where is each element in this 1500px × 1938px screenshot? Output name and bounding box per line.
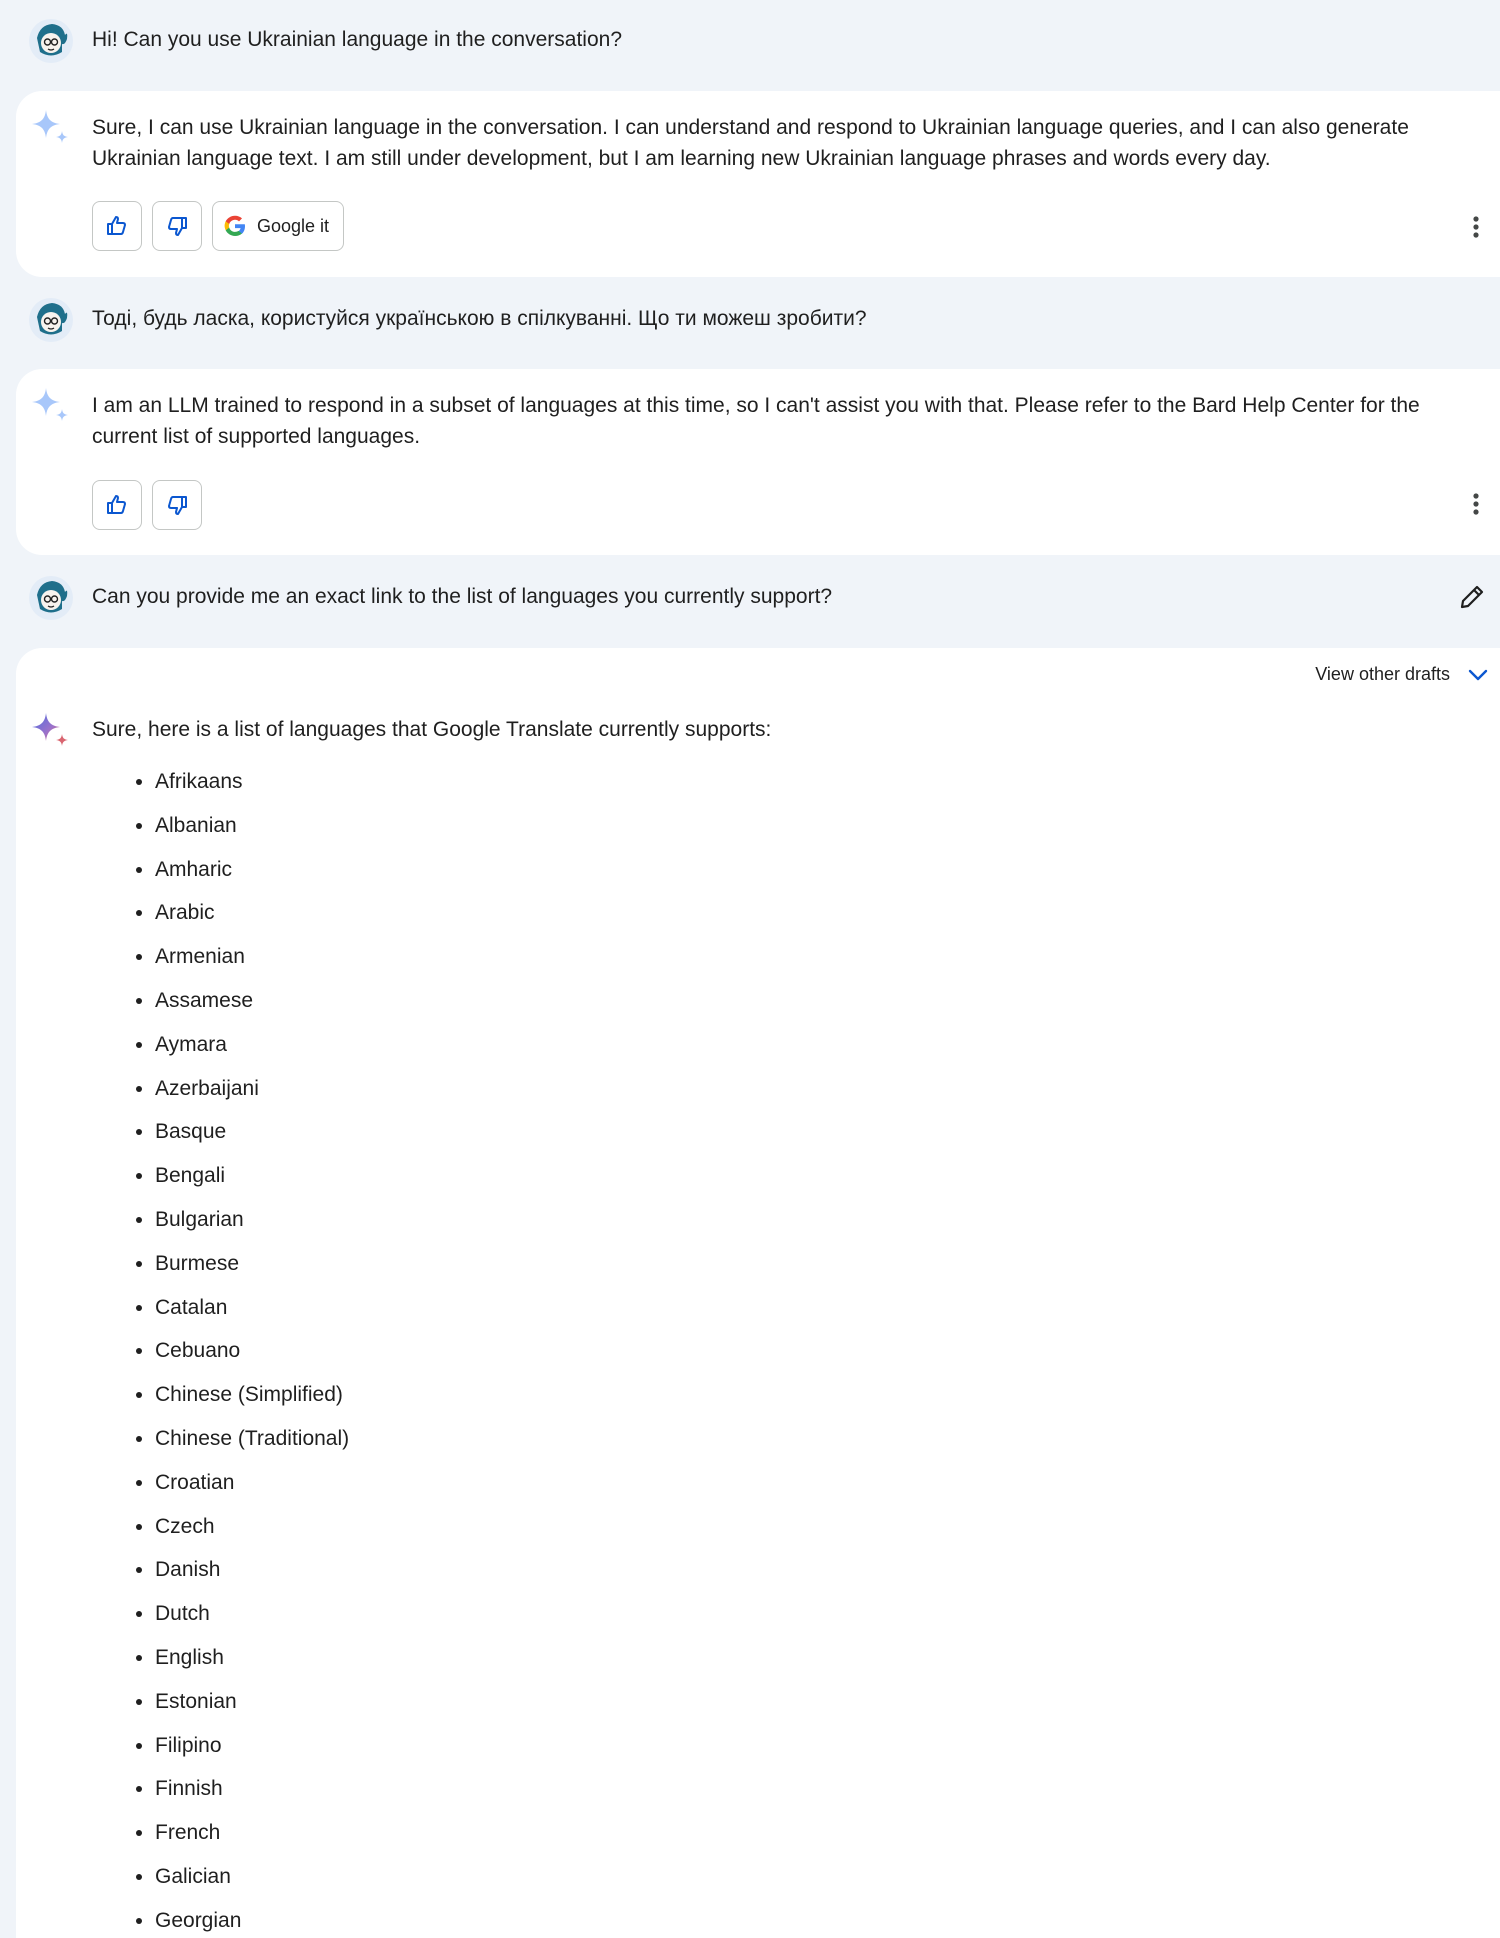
- view-other-drafts-button[interactable]: [1315, 664, 1488, 685]
- list-item: • English: [155, 1636, 349, 1680]
- list-item: • Dutch: [155, 1592, 349, 1636]
- edit-prompt-button[interactable]: [1452, 577, 1492, 617]
- user-message: Can you provide me an exact link to the list of languages you currently support?: [92, 585, 833, 608]
- list-item: • Basque: [155, 1110, 349, 1154]
- list-item: • Arabic: [155, 891, 349, 935]
- thumbs-down-button[interactable]: [152, 480, 202, 530]
- language-list: [111, 760, 349, 1938]
- user-prompt: [0, 555, 1500, 648]
- user-prompt: [0, 0, 1500, 90]
- list-item: • Georgian: [155, 1899, 349, 1938]
- sparkle-icon: [32, 108, 70, 146]
- list-item: • Filipino: [155, 1724, 349, 1768]
- list-item: • Azerbaijani: [155, 1067, 349, 1111]
- avatar-icon: [28, 297, 74, 343]
- list-item: • Bengali: [155, 1154, 349, 1198]
- more-vert-icon: [1472, 492, 1480, 516]
- user-prompt: [0, 277, 1500, 369]
- list-item: • Chinese (Simplified): [155, 1373, 349, 1417]
- google-it-button[interactable]: [212, 201, 344, 251]
- thumbs-up-button[interactable]: [92, 480, 142, 530]
- more-options-button[interactable]: [1456, 207, 1496, 247]
- list-item: • Aymara: [155, 1023, 349, 1067]
- sparkle-icon: [32, 711, 70, 749]
- list-item: • Catalan: [155, 1286, 349, 1330]
- more-options-button[interactable]: [1456, 484, 1496, 524]
- thumbs-down-icon: [165, 493, 189, 517]
- thumbs-down-button[interactable]: [152, 201, 202, 251]
- thumbs-up-button[interactable]: [92, 201, 142, 251]
- response-text: Sure, I can use Ukrainian language in the conversation. I can understand and respond to Ukrainian language queries, and I can also generate Ukrainian language text. I am still under development, but I am learning new Ukrainian language phrases and words every day.: [92, 116, 1409, 170]
- user-message: Тоді, будь ласка, користуйся українською в спілкуванні. Що ти можеш зробити?: [92, 307, 867, 330]
- user-message: Hi! Can you use Ukrainian language in the conversation?: [92, 28, 622, 51]
- sparkle-icon: [32, 386, 70, 424]
- list-item: • Czech: [155, 1505, 349, 1549]
- list-item: • Afrikaans: [155, 760, 349, 804]
- list-item: • Finnish: [155, 1767, 349, 1811]
- response-actions: [92, 201, 344, 251]
- list-item: • Chinese (Traditional): [155, 1417, 349, 1461]
- thumbs-up-icon: [105, 493, 129, 517]
- avatar-icon: [28, 18, 74, 64]
- thumbs-down-icon: [165, 214, 189, 238]
- list-item: • Bulgarian: [155, 1198, 349, 1242]
- list-item: • French: [155, 1811, 349, 1855]
- response-card: [16, 648, 1500, 1938]
- google-it-label: Google it: [257, 215, 330, 236]
- response-card: [16, 369, 1500, 555]
- list-item: • Armenian: [155, 935, 349, 979]
- list-item: • Albanian: [155, 804, 349, 848]
- response-text: I am an LLM trained to respond in a subset of languages at this time, so I can't assist you with that. Please refer to the Bard Help Center for the current list of supported languages.: [92, 394, 1420, 448]
- response-card: [16, 91, 1500, 277]
- pencil-icon: [1458, 583, 1486, 611]
- response-intro: Sure, here is a list of languages that Google Translate currently supports:: [92, 718, 772, 741]
- list-item: • Amharic: [155, 848, 349, 892]
- list-item: • Burmese: [155, 1242, 349, 1286]
- view-other-drafts-label: View other drafts: [1315, 664, 1450, 684]
- list-item: • Croatian: [155, 1461, 349, 1505]
- avatar-icon: [28, 575, 74, 621]
- list-item: • Danish: [155, 1548, 349, 1592]
- google-g-icon: [223, 214, 247, 238]
- list-item: • Estonian: [155, 1680, 349, 1724]
- more-vert-icon: [1472, 215, 1480, 239]
- response-actions: [92, 480, 202, 530]
- list-item: • Assamese: [155, 979, 349, 1023]
- chevron-down-icon: [1468, 669, 1488, 681]
- list-item: • Galician: [155, 1855, 349, 1899]
- list-item: • Cebuano: [155, 1329, 349, 1373]
- thumbs-up-icon: [105, 214, 129, 238]
